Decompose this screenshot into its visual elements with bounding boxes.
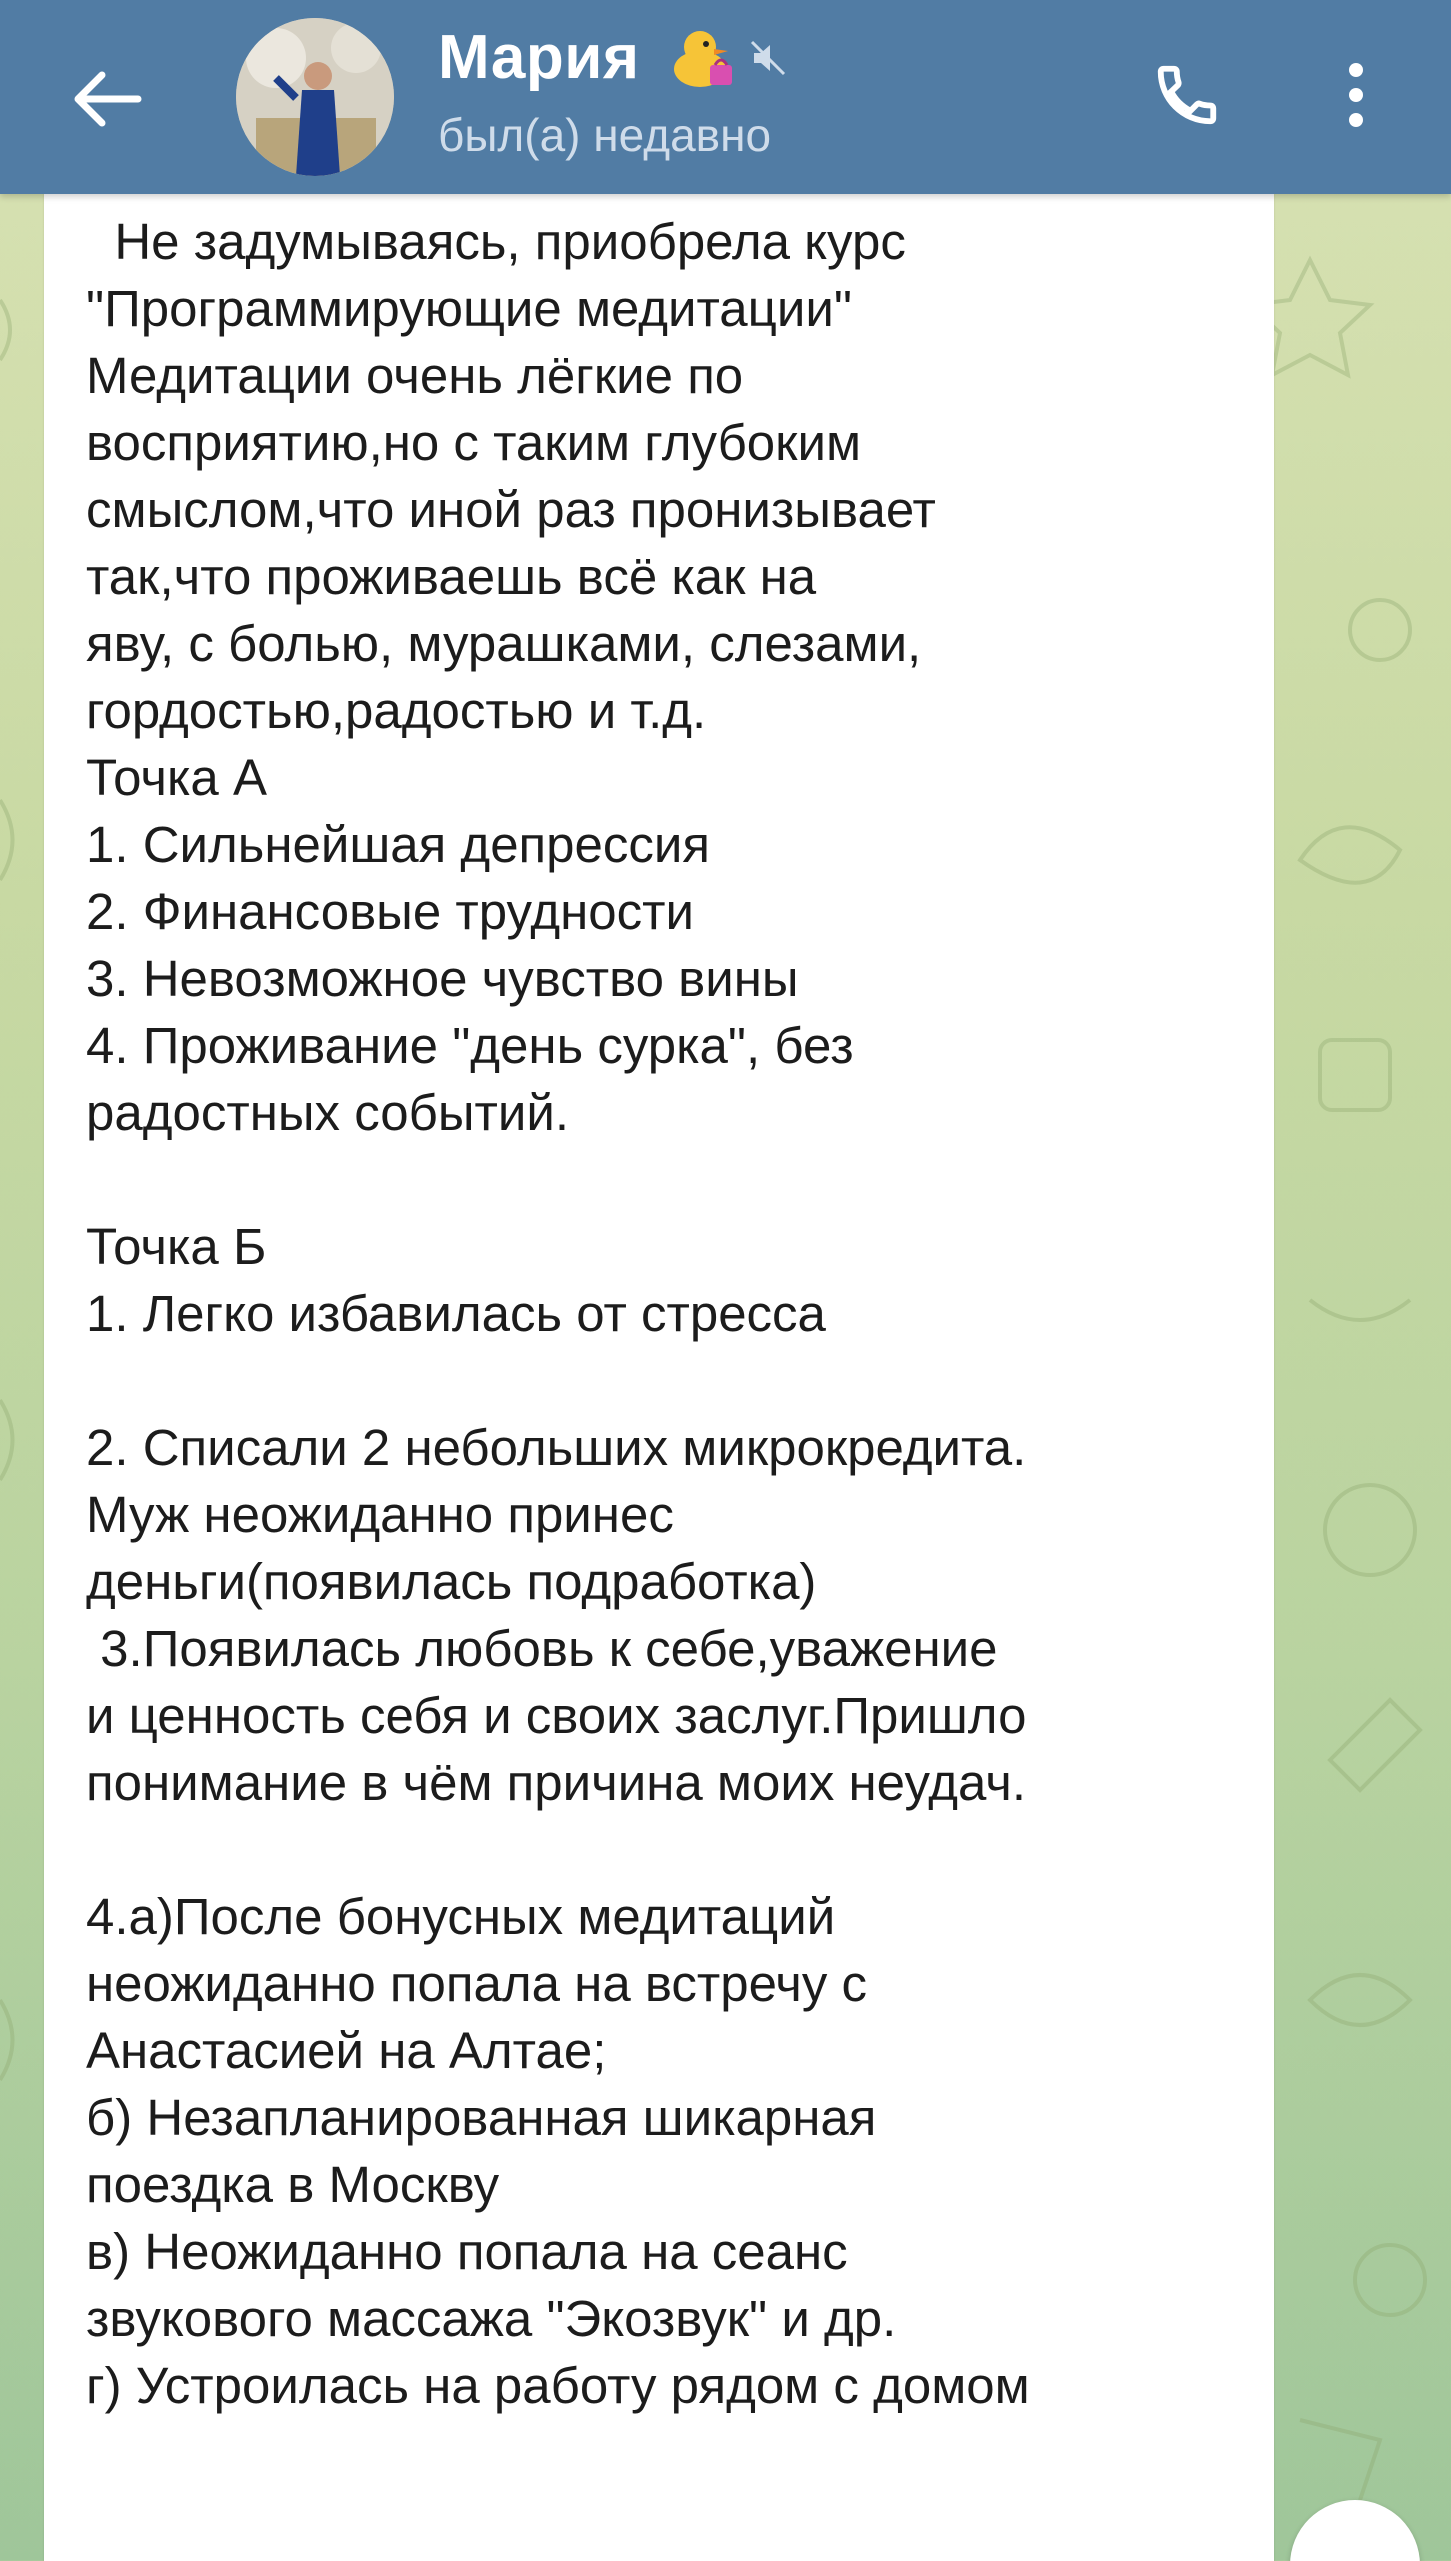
back-arrow-icon: [72, 69, 142, 129]
more-options-button[interactable]: [1306, 40, 1406, 150]
call-button[interactable]: [1132, 40, 1242, 150]
duck-emoji-icon: [670, 25, 736, 91]
scroll-down-button[interactable]: [1290, 2500, 1420, 2561]
muted-icon: [748, 38, 788, 78]
chat-title[interactable]: [438, 22, 788, 93]
back-button[interactable]: [52, 44, 162, 154]
avatar[interactable]: [236, 18, 394, 176]
contact-status: был(а) недавно: [438, 109, 772, 161]
avatar-image: [236, 18, 394, 176]
contact-name: Мария: [438, 23, 640, 92]
message-text: Не задумываясь, приобрела курс "Программирующие медитации" Медитации очень лёгкие по восприятию,но с таким глубоким смыслом,что иной раз пронизывает так,что проживаешь всё как на яву, с болью, мурашками, слезами, гордостью,радостью и т.д. Точка А 1. Сильнейшая депрессия 2. Финансовые трудности 3. Невозможное чувство вины 4. Проживание "день сурка", без радостных событий. Точка Б 1. Легко избавилась от стресса 2. Списали 2 небольших микрокредита. Муж неожиданно принес деньги(появилась подработка) 3.Появилась любовь к себе,уважение и ценность себя и своих заслуг.Пришло понимание в чём причина моих неудач. 4.а)После бонусных медитаций неожиданно попала на встречу с Анастасией на Алтае; б) Незапланированная шикарная поездка в Москву в) Неожиданно попала на сеанс звукового массажа "Экозвук" и др. г) Устроилась на работу рядом с домом: [86, 213, 1030, 2414]
more-vertical-icon: [1346, 60, 1366, 130]
chat-header: [0, 0, 1451, 194]
phone-icon: [1152, 60, 1222, 130]
message-bubble[interactable]: [44, 160, 1274, 2561]
